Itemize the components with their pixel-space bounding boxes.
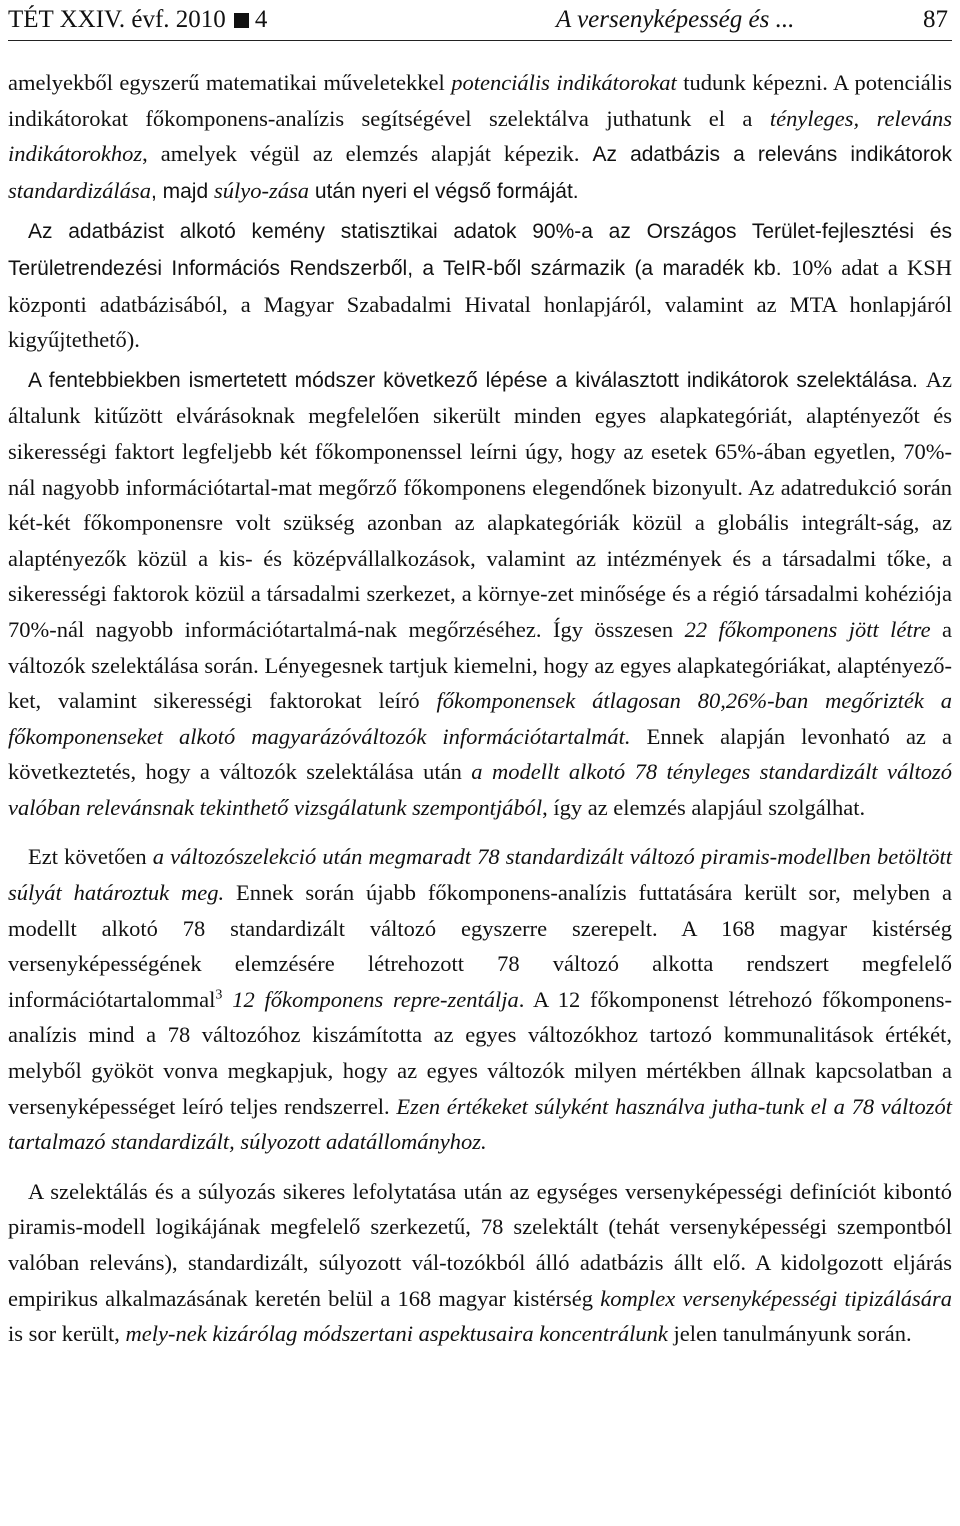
- article-title: A versenyképesség és ...: [556, 6, 795, 33]
- italic-run: mely-nek kizárólag módszertani aspektusaira koncentrálunk: [125, 1321, 668, 1347]
- italic-run: főkomponensek átlagosan 80,26%-ban megőrizték a főkomponenseket alkotó magyarázóváltozók információtartalmát.: [8, 688, 952, 749]
- italic-run: 22 főkomponens jött létre: [684, 616, 931, 642]
- text-run: , így az elemzés alapjául szolgálhat.: [542, 794, 866, 820]
- journal-name: TÉT XXIV. évf. 2010: [8, 6, 226, 33]
- text-run: , amelyek végül az elemzés alapját képezik.: [142, 141, 593, 167]
- body-text: [8, 65, 952, 1352]
- document-page: [8, 0, 952, 1352]
- text-run: amelyekből egyszerű matematikai műveletekkel: [8, 70, 452, 95]
- text-run-sans: után nyeri el végső formáját.: [308, 179, 579, 203]
- italic-run: Ezen értékeket súlyként használva jutha-tunk el a 78 változót tartalmazó standardizált, súlyozott adatállományhoz.: [8, 1093, 953, 1155]
- text-run-sans: Az adatbázis a releváns indikátorok: [592, 143, 952, 167]
- square-icon: [234, 13, 249, 28]
- italic-run: standardizálása: [8, 177, 151, 203]
- italic-run: 12 főkomponens repre-zentálja: [232, 986, 519, 1012]
- text-run: . A 12 főkomponenst létrehozó főkomponens-analízis mind a 78 változóhoz kiszámította az egyes változókhoz tartozó kommunalitások értékét, melyből gyököt vonva megkapjuk, hogy az egyes változók milyen mértékben állnak kapcsolatban a versenyképességet leíró teljes rendszerrel.: [8, 986, 952, 1119]
- text-run-sans: A fentebbiekben ismertetett módszer következő lépése a kiválasztott indikátorok szelektálása.: [28, 368, 926, 392]
- paragraph-3: [8, 362, 952, 826]
- italic-run: komplex versenyképességi tipizálására: [600, 1285, 952, 1311]
- text-run: Ezt követően: [28, 844, 153, 870]
- text-run: Ennek során újabb főkomponens-analízis futtatására került sor, melyben a modellt alkotó 78 standardizált változó egyszerre szerepelt. A 168 magyar kistérség versenyképességének elemzésére létrehozott 78 változó alkotta rendszert megfelelő információtartalommal: [8, 880, 952, 1012]
- page-number: 87: [923, 6, 948, 33]
- text-run: tudunk képezni. A potenciális indikátorokat főkomponens-analízis segítségével szelektálva juthatunk el a: [8, 70, 953, 131]
- text-run: [222, 987, 232, 1012]
- italic-run: potenciális indikátorokat: [451, 70, 677, 95]
- journal-info: [8, 0, 267, 40]
- paragraph-2: [8, 213, 952, 357]
- paragraph-5: [8, 1174, 952, 1352]
- issue-number: 4: [254, 6, 268, 33]
- text-run: 10% adat a KSH központi adatbázisából, a Magyar Szabadalmi Hivatal honlapjáról, valamint az MTA honlapjáról kigyűjtethető).: [8, 254, 952, 353]
- italic-run: a változószelekció után megmaradt 78 standardizált változó piramis-modellben betöltött súlyát határoztuk meg.: [8, 844, 952, 906]
- paragraph-4: [8, 839, 952, 1159]
- italic-run: súlyo-zása: [213, 177, 309, 203]
- text-run: a változók szelektálása során. Lényegesnek tartjuk kiemelni, hogy az egyes alapkategóriákat, alaptényező-ket, valamint sikerességi faktorokat leíró: [8, 616, 952, 714]
- text-run: Az általunk kitűzött elvárásoknak megfelelően sikerült minden egyes alapkategóriát, alaptényezőt és sikerességi faktort legfeljebb két főkomponenssel leírni úgy, hogy az esetek 65%-ában egyetlen, 70%-nál nagyobb információtartal-mat megőrző főkomponens elegendőnek bizonyult. Az adatredukció során két-két főkomponensre volt szükség azonban az alapkategóriák közül a globális integrált-ság, az alaptényezők közül a kis- és középvállalkozások, valamint az intézmények és a társadalmi tőke, a sikerességi faktorok közül a társadalmi szerkezet, a környe-zet minősége és a régió társadalmi kohéziója 70%-nál nagyobb információtartalmá-nak megőrzéséhez. Így összesen: [8, 366, 952, 642]
- footnote-reference[interactable]: 3: [215, 987, 223, 1003]
- text-run: is sor került,: [8, 1321, 126, 1347]
- text-run-sans: Az adatbázist alkotó kemény statisztikai adatok 90%-a az Országos Terület-fejlesztési és Területrendezési Információs Rendszerből, a TeIR-ből származik (a maradék kb.: [8, 220, 952, 280]
- text-run-sans: , majd: [150, 179, 214, 203]
- paragraph-1: [8, 65, 952, 209]
- text-run: jelen tanulmányunk során.: [667, 1321, 912, 1347]
- italic-run: a modellt alkotó 78 tényleges standardizált változó valóban relevánsnak tekinthető vizsgálatunk szempontjából: [8, 759, 952, 820]
- text-run: Ennek alapján levonható az a következtetés, hogy a változók szelektálása után: [8, 723, 952, 785]
- italic-run: tényleges, releváns indikátorokhoz: [8, 105, 952, 167]
- running-header: [8, 0, 952, 41]
- text-run: A szelektálás és a súlyozás sikeres lefolytatása után az egységes versenyképességi definíciót kibontó piramis-modell logikájának megfelelő szerkezetű, 78 szelektált (tehát versenyképességi szempontból valóban releváns), standardizált, súlyozott vál-tozókból álló adatbázis állt elő. A kidolgozott eljárás empirikus alkalmazásának keretén belül a 168 magyar kistérség: [8, 1178, 952, 1311]
